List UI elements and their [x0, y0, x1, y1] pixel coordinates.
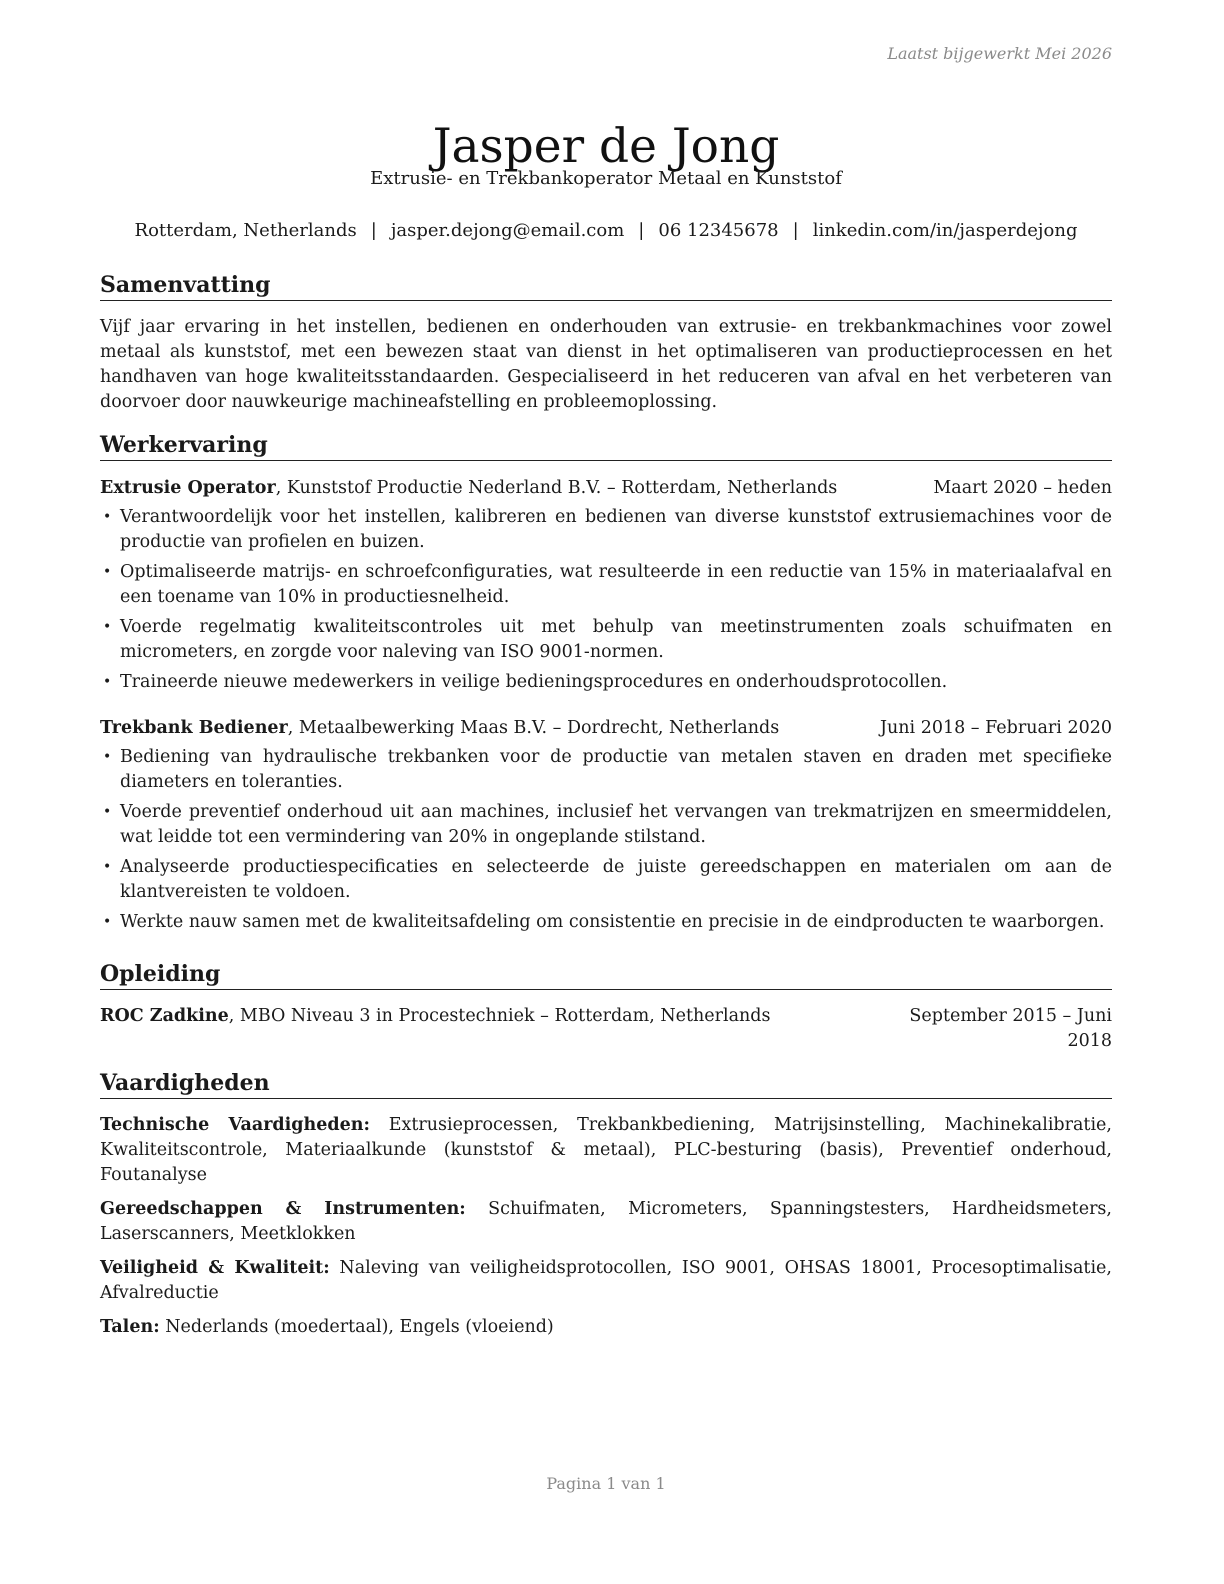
bullet-dot: •	[103, 564, 112, 580]
bullet-text: Werkte nauw samen met de kwaliteitsafdeling om consistentie en precisie in de eindproducten te waarborgen.	[120, 912, 1105, 932]
job-bullet	[100, 745, 1112, 795]
page-footer: Pagina 1 van 1	[546, 1474, 666, 1493]
skill-label: Talen:	[100, 1317, 160, 1337]
job-bullet	[100, 910, 1112, 935]
education-dates: September 2015 – Juni 2018	[909, 1006, 1112, 1051]
contact-separator: |	[638, 220, 645, 241]
job-bullet	[100, 670, 1112, 695]
section-title-experience: Werkervaring	[100, 431, 1112, 461]
education-entry	[100, 1004, 1112, 1054]
section-title-summary: Samenvatting	[100, 271, 1112, 301]
contact-phone: 06 12345678	[658, 220, 779, 241]
education-school: ROC Zadkine	[100, 1006, 229, 1026]
skill-label: Veiligheid & Kwaliteit:	[100, 1258, 330, 1278]
bullet-text: Analyseerde productiespecificaties en selecteerde de juiste gereedschappen en materialen om aan de klantvereisten te voldoen.	[120, 857, 1112, 902]
job-dates: Maart 2020 – heden	[933, 478, 1112, 498]
education-section	[100, 960, 1112, 1054]
contact-line	[100, 219, 1112, 243]
job-dates: Juni 2018 – Februari 2020	[879, 718, 1112, 738]
job-bullet	[100, 800, 1112, 850]
skill-group	[100, 1197, 1112, 1247]
resume-page	[100, 0, 1112, 1584]
job-bullets	[100, 505, 1112, 695]
bullet-text: Voerde preventief onderhoud uit aan machines, inclusief het vervangen van trekmatrijzen en smeermiddelen, wat leidde tot een vermindering van 20% in ongeplande stilstand.	[120, 802, 1112, 847]
job-employer: , Kunststof Productie Nederland B.V. – Rotterdam, Netherlands	[275, 478, 838, 498]
bullet-text: Optimaliseerde matrijs- en schroefconfiguraties, wat resulteerde in een reductie van 15% in materiaalafval en een toename van 10% in productiesnelheid.	[120, 562, 1112, 607]
bullet-text: Voerde regelmatig kwaliteitscontroles uit met behulp van meetinstrumenten zoals schuifmaten en micrometers, en zorgde voor naleving van ISO 9001-normen.	[120, 617, 1112, 662]
skill-group	[100, 1113, 1112, 1188]
job-header	[100, 716, 1112, 741]
job-bullets	[100, 745, 1112, 935]
skill-value: Extrusieprocessen, Trekbankbediening, Matrijsinstelling, Machinekalibratie, Kwaliteitscontrole, Materiaalkunde (kunststof & metaal), PLC-besturing (basis), Preventief onderhoud, Foutanalyse	[100, 1115, 1112, 1185]
job-title-line	[100, 716, 779, 741]
contact-separator: |	[370, 220, 377, 241]
bullet-dot: •	[103, 749, 112, 765]
contact-separator: |	[792, 220, 799, 241]
bullet-text: Traineerde nieuwe medewerkers in veilige bedieningsprocedures en onderhoudsprotocollen.	[120, 672, 948, 692]
job-bullet	[100, 560, 1112, 610]
bullet-dot: •	[103, 619, 112, 635]
contact-linkedin[interactable]: linkedin.com/in/jasperdejong	[812, 220, 1078, 241]
bullet-dot: •	[103, 509, 112, 525]
candidate-headline: Extrusie- en Trekbankoperator Metaal en Kunststof	[370, 168, 842, 189]
last-updated: Laatst bijgewerkt Mei 2026	[887, 44, 1112, 63]
job-bullet	[100, 615, 1112, 665]
bullet-dot: •	[103, 674, 112, 690]
contact-location: Rotterdam, Netherlands	[134, 220, 357, 241]
bullet-text: Verantwoordelijk voor het instellen, kalibreren en bedienen van diverse kunststof extrusiemachines voor de productie van profielen en buizen.	[120, 507, 1112, 552]
skills-section	[100, 1069, 1112, 1349]
skill-label: Gereedschappen & Instrumenten:	[100, 1199, 466, 1219]
skill-label: Technische Vaardigheden:	[100, 1115, 370, 1135]
summary-section	[100, 271, 1112, 415]
skill-value: Naleving van veiligheidsprotocollen, ISO 9001, OHSAS 18001, Procesoptimalisatie, Afvalreductie	[100, 1258, 1112, 1303]
skill-group	[100, 1315, 1112, 1340]
education-title-line	[100, 1004, 771, 1029]
bullet-text: Bediening van hydraulische trekbanken voor de productie van metalen staven en draden met specifieke diameters en toleranties.	[120, 747, 1112, 792]
job-role: Extrusie Operator	[100, 478, 276, 498]
candidate-name: Jasper de Jong	[432, 119, 780, 175]
job-title-line	[100, 476, 837, 501]
job-employer: , Metaalbewerking Maas B.V. – Dordrecht, Netherlands	[287, 718, 780, 738]
bullet-dot: •	[103, 914, 112, 930]
job-bullet	[100, 855, 1112, 905]
summary-text: Vijf jaar ervaring in het instellen, bedienen en onderhouden van extrusie- en trekbankmachines voor zowel metaal als kunststof, met een bewezen staat van dienst in het optimaliseren van productieprocessen en het handhaven van hoge kwaliteitsstandaarden. Gespecialiseerd in het reduceren van afval en het verbeteren van doorvoer door nauwkeurige machineafstelling en probleemoplossing.	[100, 317, 1112, 412]
skills-list	[100, 1113, 1112, 1340]
section-title-education: Opleiding	[100, 960, 1112, 990]
bullet-dot: •	[103, 859, 112, 875]
job-role: Trekbank Bediener	[100, 718, 288, 738]
skill-value: Schuifmaten, Micrometers, Spanningstesters, Hardheidsmeters, Laserscanners, Meetklokken	[100, 1199, 1112, 1244]
skill-value: Nederlands (moedertaal), Engels (vloeiend)	[165, 1317, 554, 1337]
education-detail: , MBO Niveau 3 in Procestechniek – Rotterdam, Netherlands	[228, 1006, 771, 1026]
job-entry	[100, 716, 1112, 935]
job-bullet	[100, 505, 1112, 555]
job-header	[100, 476, 1112, 501]
section-title-skills: Vaardigheden	[100, 1069, 1112, 1099]
contact-email[interactable]: jasper.dejong@email.com	[390, 220, 625, 241]
experience-section	[100, 431, 1112, 940]
skill-group	[100, 1256, 1112, 1306]
bullet-dot: •	[103, 804, 112, 820]
job-entry	[100, 476, 1112, 695]
